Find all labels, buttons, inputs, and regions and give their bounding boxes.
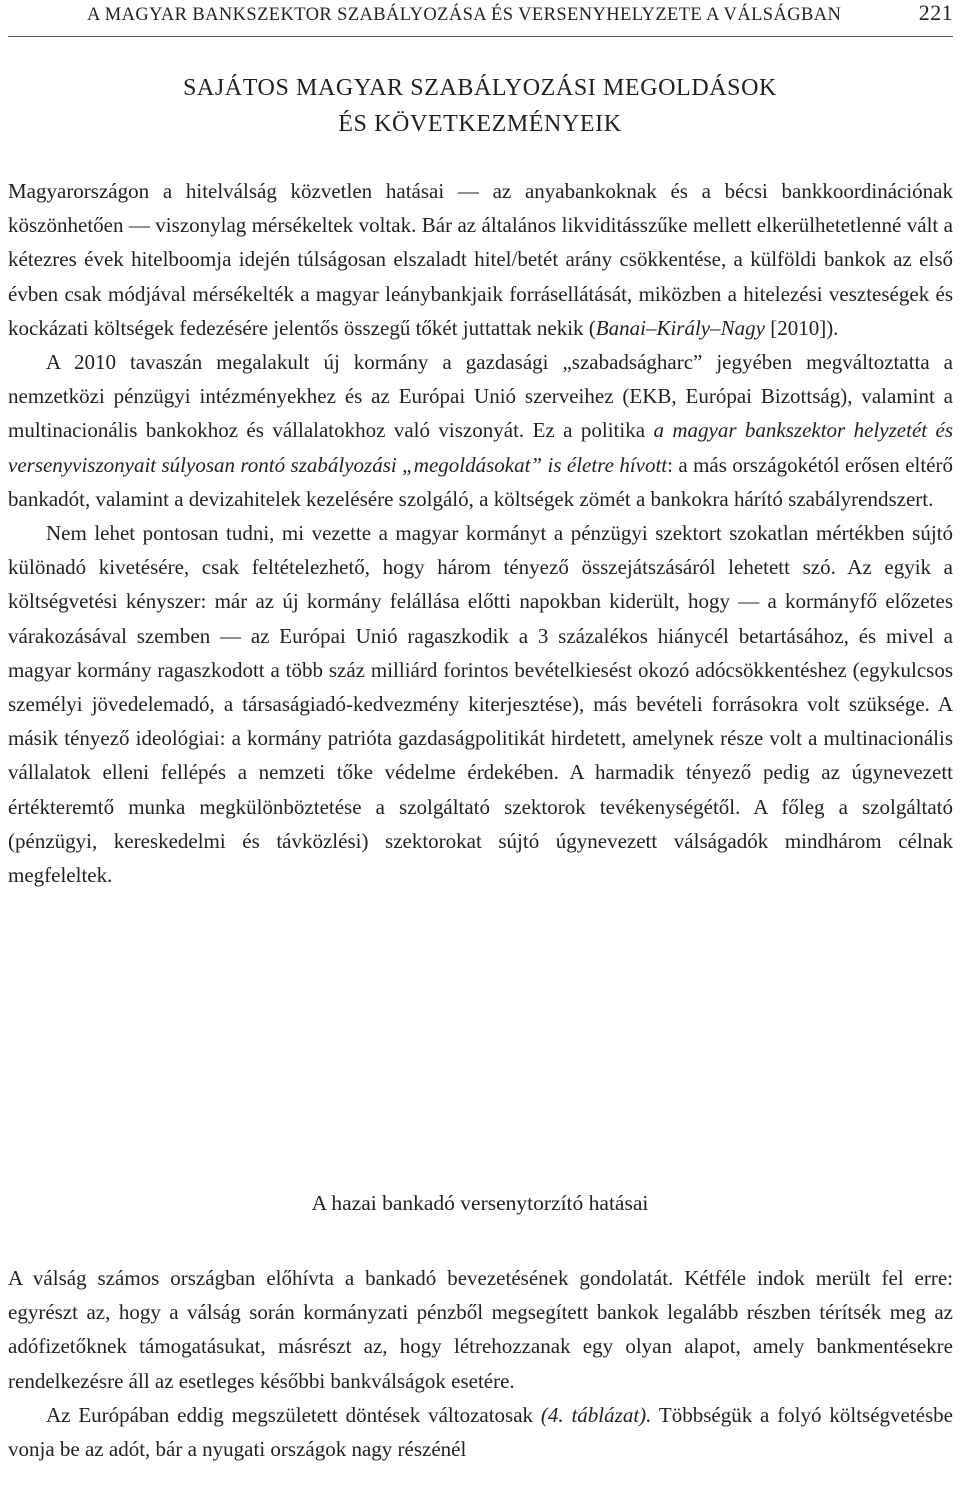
paragraph-5-text-b: Többségük a folyó költségvetésbe vonja be az adót, bár a nyugati országok nagy részénél [8, 1402, 953, 1462]
paragraph-1 [8, 174, 953, 345]
paragraph-2-emphasis: a magyar bankszektor helyzetét és versenyviszonyait súlyosan rontó szabályozási „megoldásokat” is életre hívott [8, 418, 953, 477]
page-number: 221 [918, 0, 953, 25]
header-rule [8, 36, 953, 37]
body-text-block-2 [8, 1261, 953, 1466]
paragraph-2-text-b: : a más országokétól erősen eltérő bankadót, valamint a devizahitelek kezelésére szolgáló, a költségek zömét a bankokra hárító szabályrendszert. [8, 452, 953, 511]
paragraph-3: Nem lehet pontosan tudni, mi vezette a magyar kormányt a pénzügyi szektort szokatlan mértékben sújtó különadó kivetésére, csak feltételezhető, hogy három tényező összejátszásáról lehetett szó. Az egyik a költségvetési kényszer: már az új kormány felállása előtti napokban kiderült, hogy — a kormányfő előzetes várakozásával szemben — az Európai Unió ragaszkodik a 3 százalékos hiánycél betartásához, és mivel a magyar kormány ragaszkodott a több száz milliárd forintos bevételkiesést okozó adócsökkentéshez (egykulcsos személyi jövedelemadó, a társaságiadó-kedvezmény kiterjesztése), más bevételi forrásokra volt szüksége. A másik tényező ideológiai: a kormány patrióta gazdaságpolitikát hirdetett, amelynek része volt a multinacionális vállalatok elleni fellépés a nemzeti tőke védelme érdekében. A harmadik tényező pedig az úgynevezett értékteremtő munka megkülönböztetése a szolgáltató szektorok tevékenységétől. A főleg a szolgáltató (pénzügyi, kereskedelmi és távközlési) szektorokat sújtó úgynevezett válságadók mindhárom célnak megfeleltek. [8, 521, 953, 888]
section-title-line-1: SAJÁTOS MAGYAR SZABÁLYOZÁSI MEGOLDÁSOK [182, 75, 777, 101]
paragraph-1-text-b: [2010]). [764, 315, 839, 340]
paragraph-5 [8, 1398, 953, 1466]
paragraph-5-text-a: Az Európában eddig megszületett döntések változatosak [46, 1402, 541, 1427]
paragraph-1-text-a: Magyarországon a hitelválság közvetlen hatásai — az anyabankoknak és a bécsi bankkoordinációnak köszönhetően — viszonylag mérsékeltek voltak. Bár az általános likviditásszűke mellett elkerülhetetlenné vált a kétezres évek hitelboomja idején túlságosan elszaladt hitel/betét arány csökkentése, a külföldi bankok az első évben csak módjával mérsékelték a magyar leánybankjaik forrásellátását, miközben a hitelezési veszteségek és kockázati költségek fedezésére jelentős összegű tőkét juttattak nekik ( [8, 179, 953, 340]
body-text-block-1 [8, 174, 953, 892]
paragraph-2 [8, 345, 953, 516]
subsection-heading: A hazai bankadó versenytorzító hatásai [311, 1191, 649, 1215]
citation-authors: Banai–Király–Nagy [595, 315, 765, 340]
table-reference: (4. táblázat). [540, 1402, 652, 1427]
section-title-line-2: ÉS KÖVETKEZMÉNYEIK [338, 111, 622, 137]
running-title: A MAGYAR BANKSZEKTOR SZABÁLYOZÁSA ÉS VERSENYHELYZETE A VÁLSÁGBAN [87, 5, 842, 25]
paragraph-2-text-a: A 2010 tavaszán megalakult új kormány a gazdasági „szabadságharc” jegyében megváltoztatta a nemzetközi pénzügyi intézményekhez és az Európai Unió szerveihez (EKB, Európai Bizottság), valamint a multinacionális bankokhoz és vállalatokhoz való viszonyát. Ez a politika [8, 350, 953, 443]
section-title [0, 70, 960, 142]
paragraph-4: A válság számos országban előhívta a bankadó bevezetésének gondolatát. Kétféle indok merült fel erre: egyrészt az, hogy a válság során kormányzati pénzből megsegített bankok legalább részben térítsék meg az adófizetőknek támogatásukat, másrészt az, hogy létrehozzanak egy olyan alapot, amely bankmentésekre rendelkezésre áll az esetleges későbbi bankválságok esetére. [8, 1266, 953, 1393]
